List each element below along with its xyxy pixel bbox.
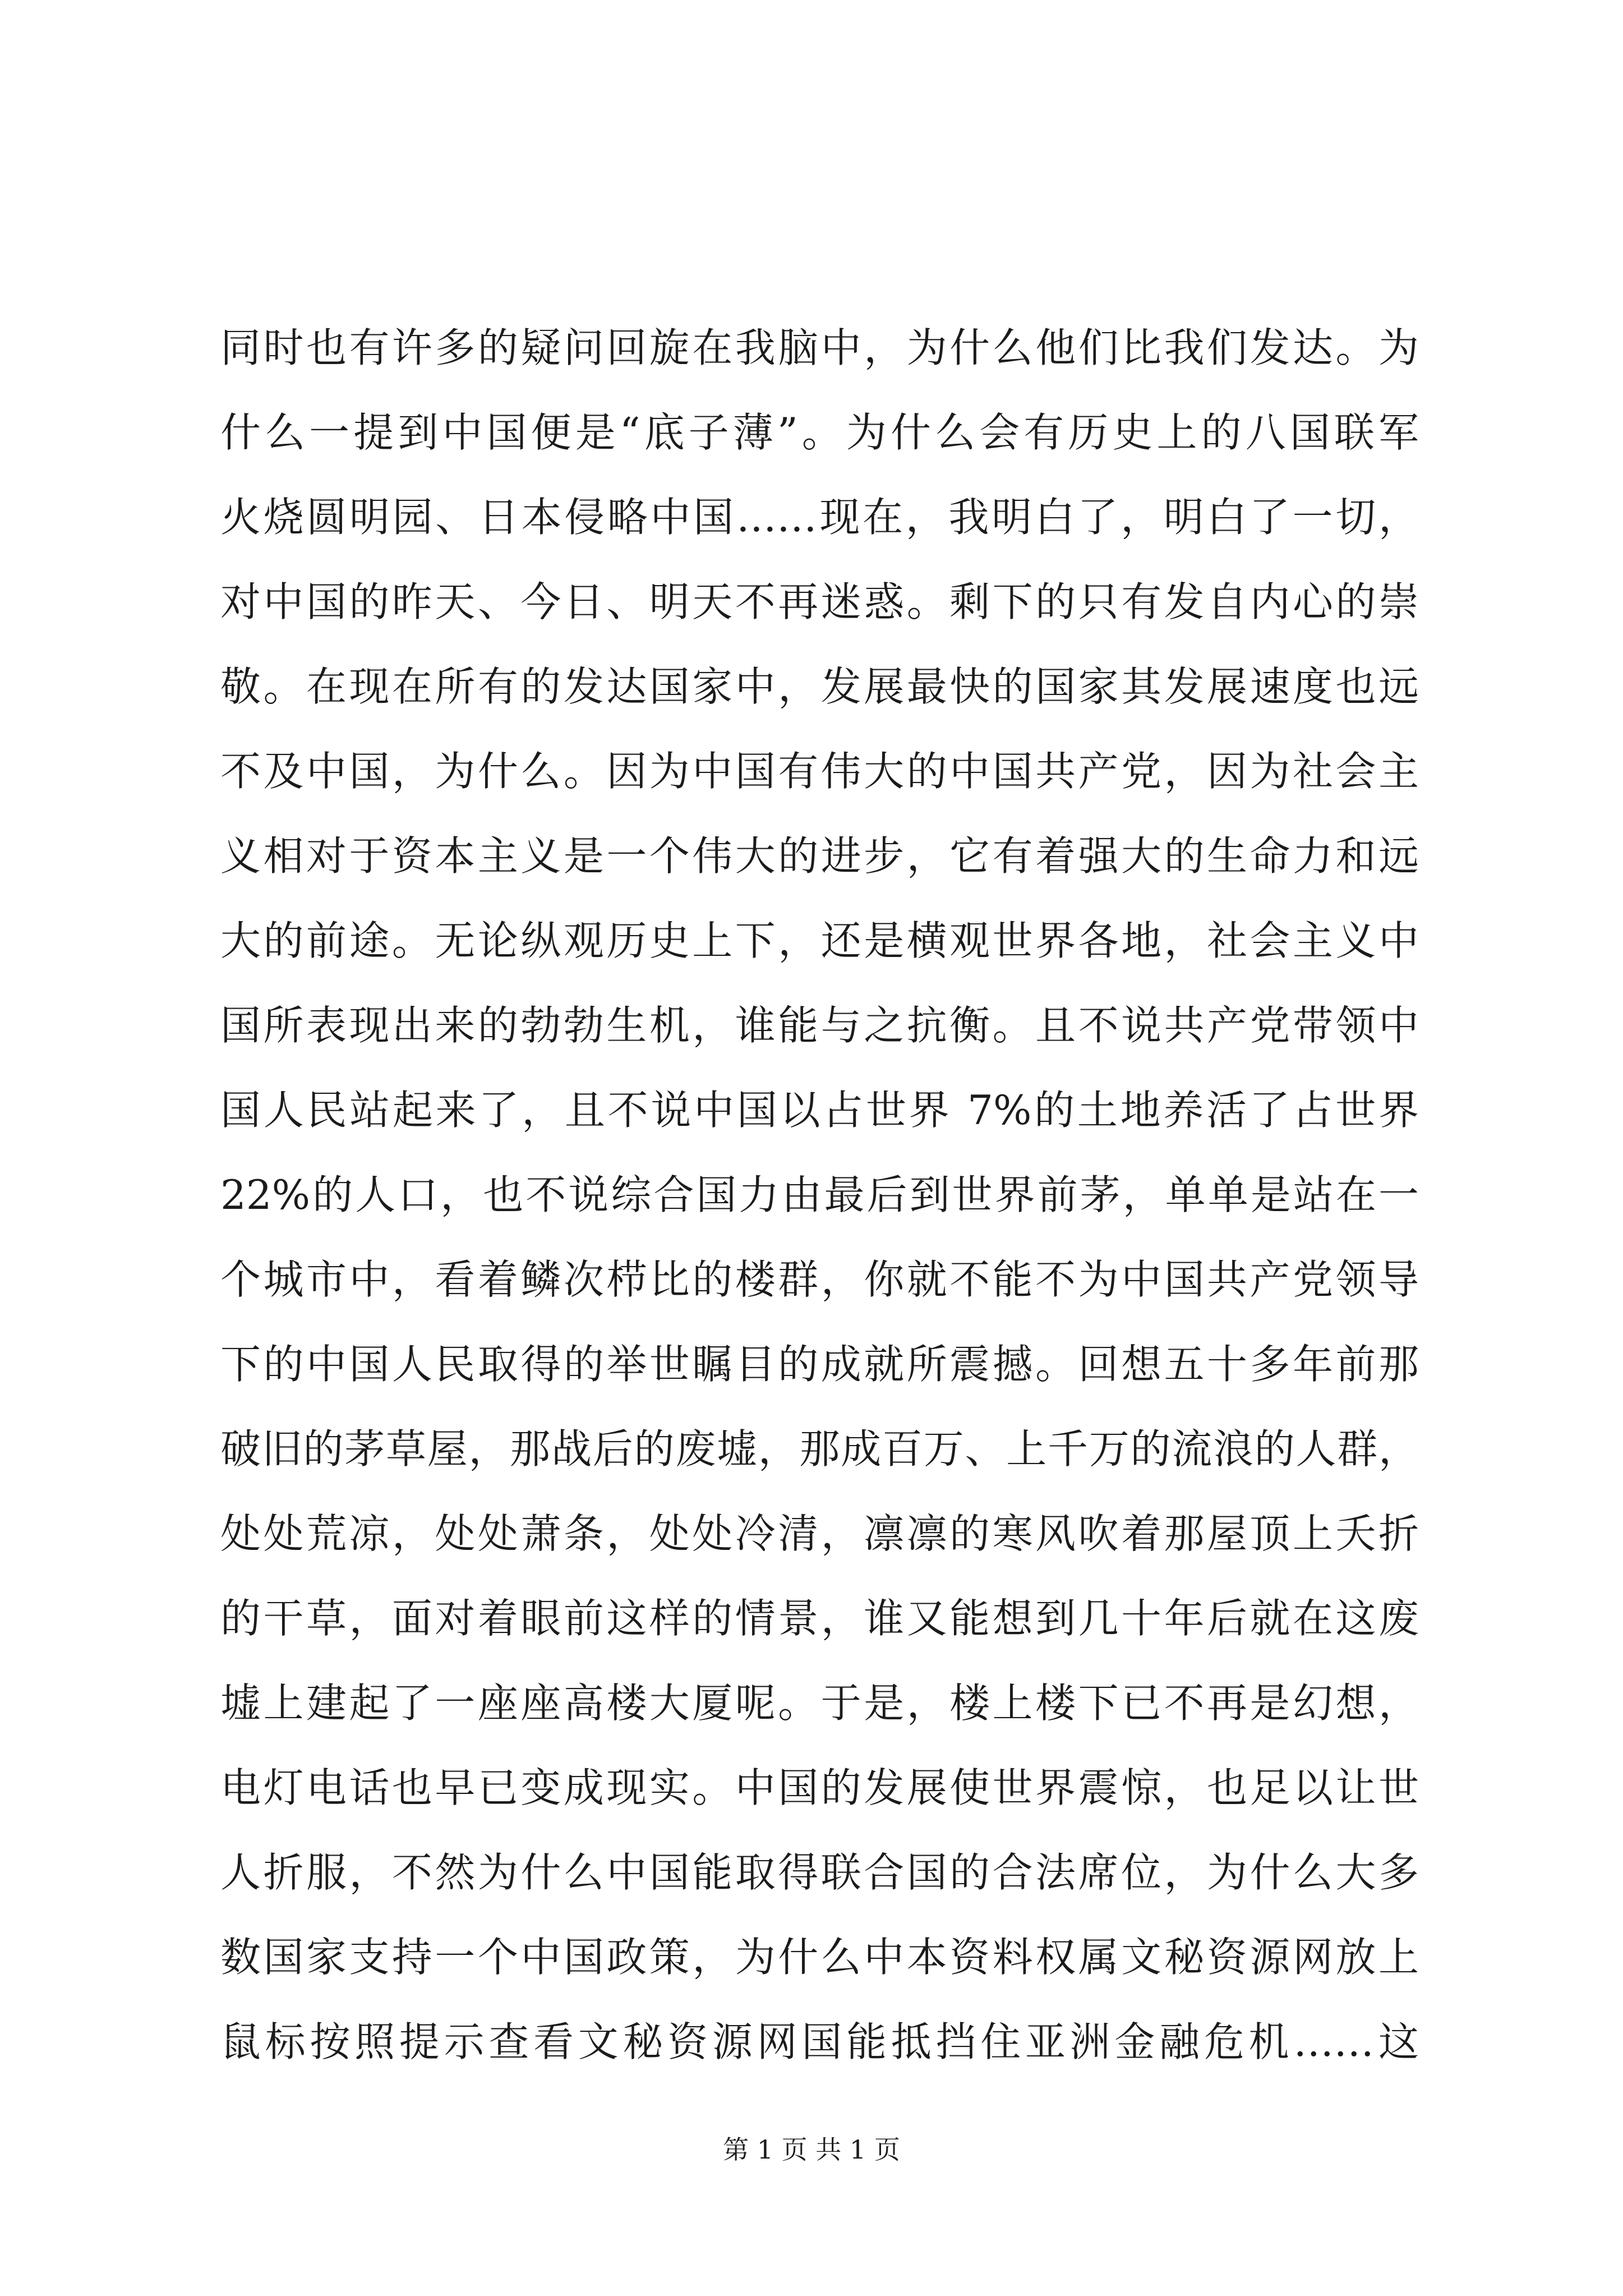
text-line: 鼠标按照提示查看文秘资源网国能抵挡住亚洲金融危机……这 bbox=[220, 2018, 1419, 2065]
text-line: 国所表现出来的勃勃生机，谁能与之抗衡。且不说共产党带领中 bbox=[220, 1002, 1419, 1049]
text-line: 的干草，面对着眼前这样的情景，谁又能想到几十年后就在这废 bbox=[220, 1595, 1419, 1642]
text-line: 火烧圆明园、日本侵略中国……现在，我明白了，明白了一切， bbox=[220, 494, 1419, 541]
text-line: 国人民站起来了，且不说中国以占世界 7%的土地养活了占世界 bbox=[220, 1087, 1419, 1134]
text-line: 个城市中，看着鳞次栉比的楼群，你就不能不为中国共产党领导 bbox=[220, 1256, 1419, 1303]
text-line: 敬。在现在所有的发达国家中，发展最快的国家其发展速度也远 bbox=[220, 663, 1419, 710]
body-paragraph bbox=[220, 306, 1419, 2085]
text-line: 墟上建起了一座座高楼大厦呢。于是，楼上楼下已不再是幻想， bbox=[220, 1680, 1419, 1727]
text-line: 同时也有许多的疑问回旋在我脑中，为什么他们比我们发达。为 bbox=[220, 324, 1419, 371]
text-line: 电灯电话也早已变成现实。中国的发展使世界震惊，也足以让世 bbox=[220, 1764, 1419, 1811]
text-line: 数国家支持一个中国政策，为什么中本资料权属文秘资源网放上 bbox=[220, 1934, 1419, 1981]
text-line: 处处荒凉，处处萧条，处处冷清，凛凛的寒风吹着那屋顶上夭折 bbox=[220, 1510, 1419, 1557]
text-line: 破旧的茅草屋，那战后的废墟，那成百万、上千万的流浪的人群， bbox=[220, 1425, 1419, 1473]
text-line: 什么一提到中国便是“底子薄”。为什么会有历史上的八国联军 bbox=[220, 409, 1419, 456]
text-line: 22%的人口，也不说综合国力由最后到世界前茅，单单是站在一 bbox=[220, 1171, 1419, 1218]
text-line: 义相对于资本主义是一个伟大的进步，它有着强大的生命力和远 bbox=[220, 832, 1419, 880]
page-number-footer: 第 1 页 共 1 页 bbox=[723, 2134, 900, 2165]
text-line: 下的中国人民取得的举世瞩目的成就所震撼。回想五十多年前那 bbox=[220, 1341, 1419, 1388]
text-line: 大的前途。无论纵观历史上下，还是横观世界各地，社会主义中 bbox=[220, 917, 1419, 964]
text-line: 不及中国，为什么。因为中国有伟大的中国共产党，因为社会主 bbox=[220, 748, 1419, 795]
text-line: 人折服，不然为什么中国能取得联合国的合法席位，为什么大多 bbox=[220, 1849, 1419, 1896]
text-line: 对中国的昨天、今日、明天不再迷惑。剩下的只有发自内心的崇 bbox=[220, 578, 1419, 625]
